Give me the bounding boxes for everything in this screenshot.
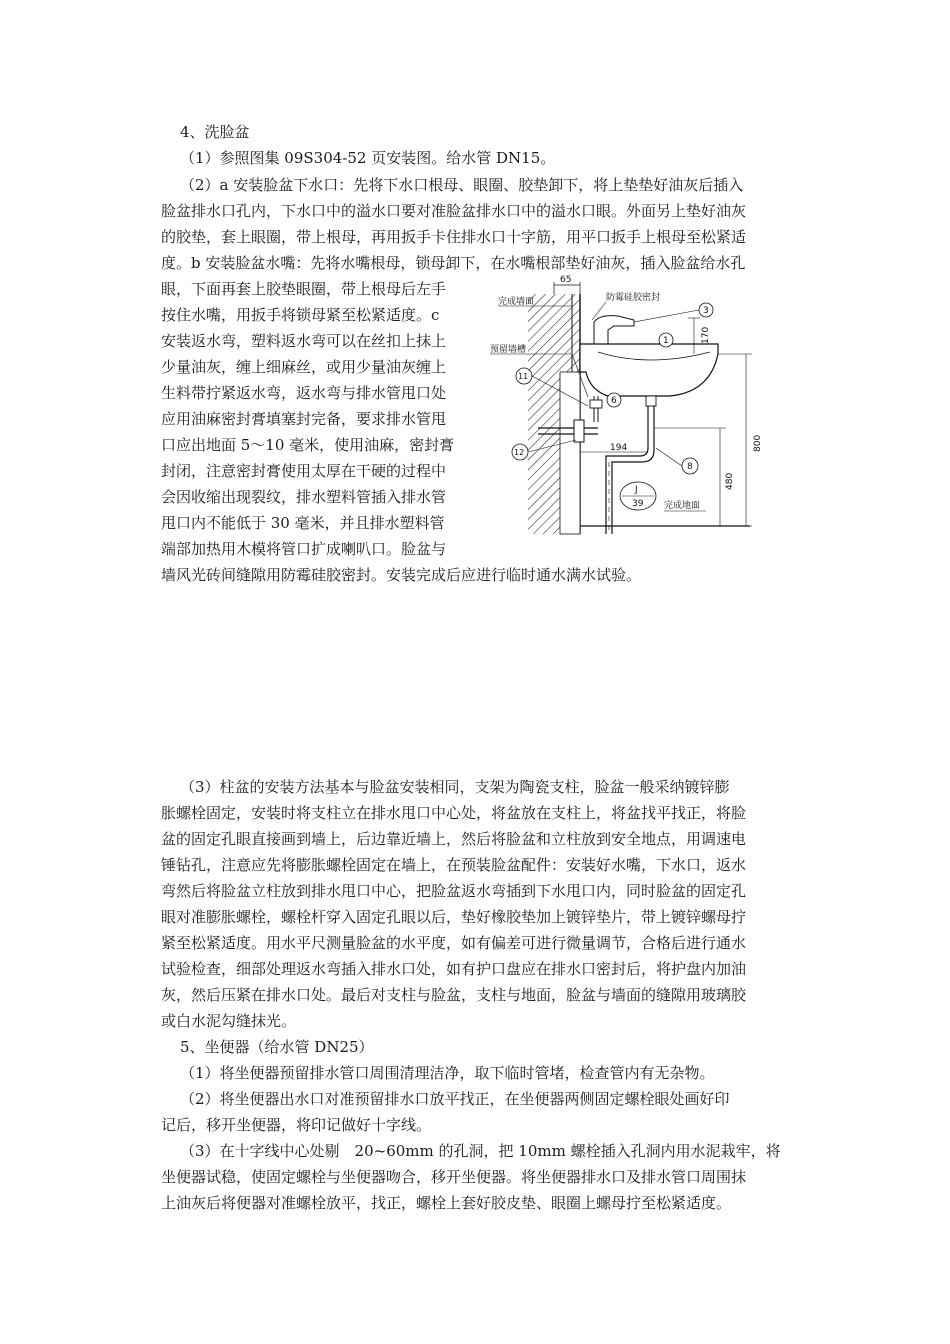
callout-1: 1 — [663, 336, 669, 346]
section4-para1: （1）参照图集 09S304-52 页安装图。给水管 DN15。 — [180, 149, 556, 167]
section4-heading: 4、洗脸盆 — [180, 123, 250, 141]
section4-para2-line: 墙风光砖间缝隙用防霉硅胶密封。安装完成后应进行临时通水满水试验。 — [161, 566, 642, 584]
reserved-slot-label: 预留墙槽 — [490, 345, 527, 355]
section5-para3-line: 上油灰后将便器对准螺栓放平，找正，螺栓上套好胶皮垫、眼圈上螺母拧至松紧适度。 — [161, 1194, 732, 1212]
section4-para2-line: 度。b 安装脸盆水嘴：先将水嘴根母，锁母卸下，在水嘴根部垫好油灰，插入脸盆给水孔 — [161, 254, 746, 272]
section4-para2-line: 封闭，注意密封膏使用太厚在干硬的过程中 — [161, 462, 447, 480]
section4-para3-line: 锤钻孔，注意应先将膨胀螺栓固定在墙上，在预装脸盆配件：安装好水嘴，下水口，返水 — [161, 856, 747, 874]
mildew-sealant-label: 防霉硅胶密封 — [606, 293, 661, 303]
finished-floor-label: 完成地面 — [664, 501, 701, 511]
section4-para3-line: 胀螺栓固定，安装时将支柱立在排水甩口中心处，将盆放在支柱上，将盆找平找正，将脸 — [161, 804, 747, 822]
washbasin-installation-figure — [488, 272, 778, 540]
callout-11: 11 — [518, 372, 529, 381]
section4-para3-line: 眼对准膨胀螺栓，螺栓杆穿入固定孔眼以后，垫好橡胶垫加上镀锌垫片，带上镀锌螺母拧 — [161, 908, 747, 926]
section4-para3-line: 盆的固定孔眼直接画到墙上，后边靠近墙上，然后将脸盆和立柱放到安全地点，用调速电 — [161, 830, 747, 848]
section4-para2-line: 端部加热用木模将管口扩成喇叭口。脸盆与 — [161, 540, 447, 558]
section4-para2-line: 安装返水弯，塑料返水弯可以在丝扣上抹上 — [161, 332, 447, 350]
section5-para1: （1）将坐便器预留排水管口周围清理洁净，取下临时管堵，检查管内有无杂物。 — [180, 1064, 715, 1082]
section4-para2-line: 的胶垫，套上眼圈，带上根母，再用扳手卡住排水口十字筋，用平口扳手上根母至松紧适 — [161, 228, 747, 246]
finished-wall-label: 完成墙面 — [498, 297, 535, 307]
dim-170-label: 170 — [701, 326, 711, 344]
dim-194-label: 194 — [610, 443, 628, 453]
section4-para3-line: 或白水泥勾缝抹光。 — [161, 1012, 297, 1030]
section4-para3-line: 紧至松紧适度。用水平尺测量脸盆的水平度，如有偏差可进行微量调节，合格后进行通水 — [161, 934, 747, 952]
section4-para3-line: 试验检查，细部处理返水弯插入排水口处，如有护口盘应在排水口密封后，将护盘内加油 — [161, 960, 747, 978]
section4-para3-line: 弯然后将脸盆立柱放到排水甩口中心，把脸盆返水弯插到下水甩口内，同时脸盆的固定孔 — [161, 882, 747, 900]
section4-para2-line: （2）a 安装脸盆下水口：先将下水口根母、眼圈、胶垫卸下，将上垫垫好油灰后插入 — [180, 176, 744, 194]
section4-para2-line: 脸盆排水口孔内，下水口中的溢水口要对准脸盆排水口中的溢水口眼。外面另上垫好油灰 — [161, 202, 747, 220]
callout-8: 8 — [687, 462, 693, 472]
basin-outline — [580, 344, 718, 396]
section5-para2-line: 记后，移开坐便器，将印记做好十字线。 — [161, 1116, 432, 1134]
callout-3: 3 — [703, 306, 709, 316]
section5-heading: 5、坐便器（给水管 DN25） — [180, 1038, 374, 1056]
callout-12: 12 — [514, 448, 525, 457]
section4-para3-line: 灰，然后压紧在排水口处。最后对支柱与脸盆，支柱与地面，脸盆与墙面的缝隙用玻璃胶 — [161, 986, 747, 1004]
section4-para2-line: 少量油灰，缠上细麻丝，或用少量油灰缠上 — [161, 358, 447, 376]
callout-6: 6 — [611, 396, 617, 406]
section4-para2-line: 甩口内不能低于 30 毫米，并且排水塑料管 — [161, 514, 445, 532]
section5-para3-line: （3）在十字线中心处剔 20~60mm 的孔洞，把 10mm 螺栓插入孔洞内用水泥栽牢，将 — [180, 1142, 781, 1160]
section4-para2-line: 按住水嘴，用扳手将锁母紧至松紧适度。c — [161, 306, 440, 324]
detail-tag-j: J — [635, 485, 638, 495]
section4-para3-line: （3）柱盆的安装方法基本与脸盆安装相同，支架为陶瓷支柱，脸盆一般采纳镀锌膨 — [180, 778, 730, 796]
section4-para2-line: 应用油麻密封膏填塞封完备，要求排水管甩 — [161, 410, 447, 428]
section4-para2-line: 会因收缩出现裂纹，排水塑料管插入排水管 — [161, 488, 447, 506]
section4-para2-line: 眼，下面再套上胶垫眼圈，带上根母后左手 — [161, 280, 447, 298]
section5-para2-line: （2）将坐便器出水口对准预留排水口放平找正，在坐便器两侧固定螺栓眼处画好印 — [180, 1090, 730, 1108]
section4-para2-line: 口应出地面 5～10 毫米，使用油麻，密封膏 — [161, 436, 455, 454]
detail-tag-39: 39 — [632, 499, 644, 509]
dim-65-label: 65 — [560, 275, 572, 285]
dim-480-label: 480 — [725, 472, 735, 490]
section4-para2-line: 生料带拧紧返水弯，返水弯与排水管甩口处 — [161, 384, 447, 402]
dim-800-label: 800 — [753, 434, 763, 452]
section5-para3-line: 坐便器试稳，使固定螺栓与坐便器吻合，移开坐便器。将坐便器排水口及排水管口周围抹 — [161, 1168, 747, 1186]
